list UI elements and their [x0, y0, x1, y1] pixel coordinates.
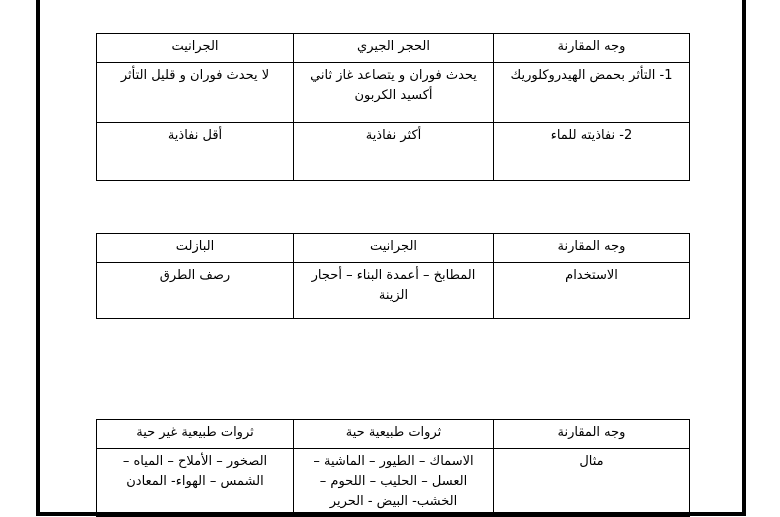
- header-cell-granite: الجرانيت: [294, 234, 494, 263]
- header-cell-granite: الجرانيت: [97, 34, 294, 63]
- cell-aspect-acid-effect: 1- التأثر بحمض الهيدروكلوريك: [494, 63, 690, 123]
- cell-granite-usage: المطابخ – أعمدة البناء – أحجار الزينة: [294, 263, 494, 319]
- cell-limestone-acid-effect: يحدث فوران و يتصاعد غاز ثاني أكسيد الكربون: [294, 63, 494, 123]
- header-cell-comparison-aspect: وجه المقارنة: [494, 234, 690, 263]
- cell-granite-permeability: أقل نفاذية: [97, 123, 294, 181]
- table-row: [97, 449, 690, 517]
- cell-nonliving-resources-example: الصخور – الأملاح – المياه – الشمس – الهواء- المعادن: [97, 449, 294, 517]
- cell-aspect-usage: الاستخدام: [494, 263, 690, 319]
- header-cell-limestone: الحجر الجيري: [294, 34, 494, 63]
- table-row: [97, 263, 690, 319]
- table-row: [97, 123, 690, 181]
- header-cell-comparison-aspect: وجه المقارنة: [494, 34, 690, 63]
- cell-aspect-example: مثال: [494, 449, 690, 517]
- table-header-row: [97, 234, 690, 263]
- header-cell-basalt: البازلت: [97, 234, 294, 263]
- table-header-row: [97, 420, 690, 449]
- cell-limestone-permeability: أكثر نفاذية: [294, 123, 494, 181]
- comparison-table-limestone-granite: [96, 33, 690, 181]
- table-row: [97, 63, 690, 123]
- cell-basalt-usage: رصف الطرق: [97, 263, 294, 319]
- cell-living-resources-example: الاسماك – الطيور – الماشية – العسل – الحليب – اللحوم – الخشب- البيض - الحرير: [294, 449, 494, 517]
- table-header-row: [97, 34, 690, 63]
- header-cell-comparison-aspect: وجه المقارنة: [494, 420, 690, 449]
- cell-granite-acid-effect: لا يحدث فوران و قليل التأثر: [97, 63, 294, 123]
- comparison-table-granite-basalt: [96, 233, 690, 319]
- header-cell-living-resources: ثروات طبيعية حية: [294, 420, 494, 449]
- comparison-table-natural-resources: [96, 419, 690, 517]
- header-cell-nonliving-resources: ثروات طبيعية غير حية: [97, 420, 294, 449]
- cell-aspect-permeability: 2- نفاذيته للماء: [494, 123, 690, 181]
